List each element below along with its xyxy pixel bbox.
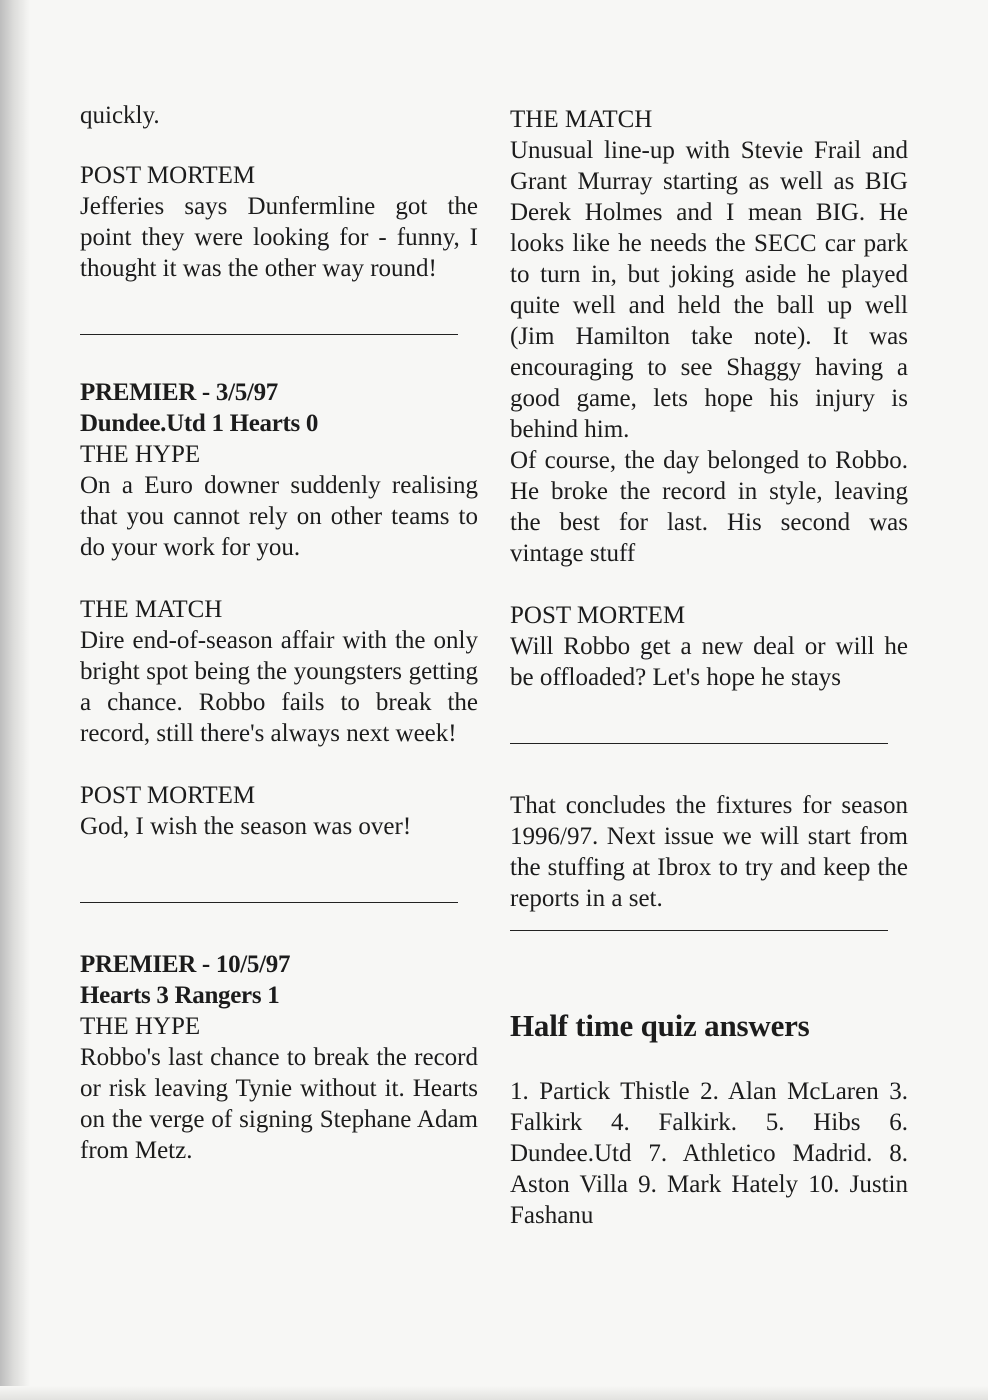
match-heading: THE MATCH bbox=[510, 106, 653, 133]
quiz-answers-text: 1. Partick Thistle 2. Alan McLaren 3. Falkirk 4. Falkirk. 5. Hibs 6. Dundee.Utd 7. Athletico Madrid. 8. Aston Villa 9. Mark Hately 10. Justin Fashanu bbox=[510, 1078, 908, 1229]
post-mortem-text: Jefferies says Dunfermline got the point they were looking for - funny, I thought it was the other way round! bbox=[80, 193, 478, 282]
post-mortem-heading: POST MORTEM bbox=[80, 782, 256, 809]
post-mortem-heading: POST MORTEM bbox=[510, 602, 686, 629]
match-competition-date: PREMIER - 3/5/97 bbox=[80, 379, 278, 406]
match-result: Hearts 3 Rangers 1 bbox=[80, 982, 280, 1009]
top-fragment: quickly. bbox=[80, 102, 160, 129]
match-text-continued: Of course, the day belonged to Robbo. He broke the record in style, leaving the best for last. His second was vintage stuff bbox=[510, 447, 908, 567]
hype-text: On a Euro downer suddenly realising that you cannot rely on other teams to do your work for you. bbox=[80, 472, 478, 561]
post-mortem-text: God, I wish the season was over! bbox=[80, 813, 412, 840]
post-mortem-heading: POST MORTEM bbox=[80, 162, 256, 189]
page-bottom-edge bbox=[0, 1386, 988, 1400]
section-divider bbox=[80, 334, 458, 335]
match-text: Unusual line-up with Stevie Frail and Grant Murray starting as well as BIG Derek Holmes and I mean BIG. He looks like he needs the SECC car park to turn in, but joking aside he played quite well and held the ball up well (Jim Hamilton take note). It was encouraging to see Shaggy having a good game, lets hope his injury is behind him. bbox=[510, 137, 908, 443]
left-column bbox=[80, 100, 478, 1166]
match-competition-date: PREMIER - 10/5/97 bbox=[80, 951, 291, 978]
match-result: Dundee.Utd 1 Hearts 0 bbox=[80, 410, 319, 437]
hype-text: Robbo's last chance to break the record or risk leaving Tynie without it. Hearts on the verge of signing Stephane Adam from Metz. bbox=[80, 1044, 478, 1164]
right-column bbox=[510, 100, 908, 1231]
section-divider bbox=[510, 930, 888, 931]
hype-heading: THE HYPE bbox=[80, 441, 201, 468]
page-binding-shadow bbox=[0, 0, 30, 1400]
quiz-answers-title: Half time quiz answers bbox=[510, 1008, 810, 1043]
match-heading: THE MATCH bbox=[80, 596, 223, 623]
post-mortem-text: Will Robbo get a new deal or will he be offloaded? Let's hope he stays bbox=[510, 633, 908, 691]
section-divider bbox=[80, 902, 458, 903]
match-text: Dire end-of-season affair with the only bright spot being the youngsters getting a chance. Robbo fails to break the record, still there's always next week! bbox=[80, 627, 478, 747]
section-divider bbox=[510, 743, 888, 744]
season-conclusion-text: That concludes the fixtures for season 1996/97. Next issue we will start from the stuffing at Ibrox to try and keep the reports in a set. bbox=[510, 792, 908, 912]
hype-heading: THE HYPE bbox=[80, 1013, 201, 1040]
